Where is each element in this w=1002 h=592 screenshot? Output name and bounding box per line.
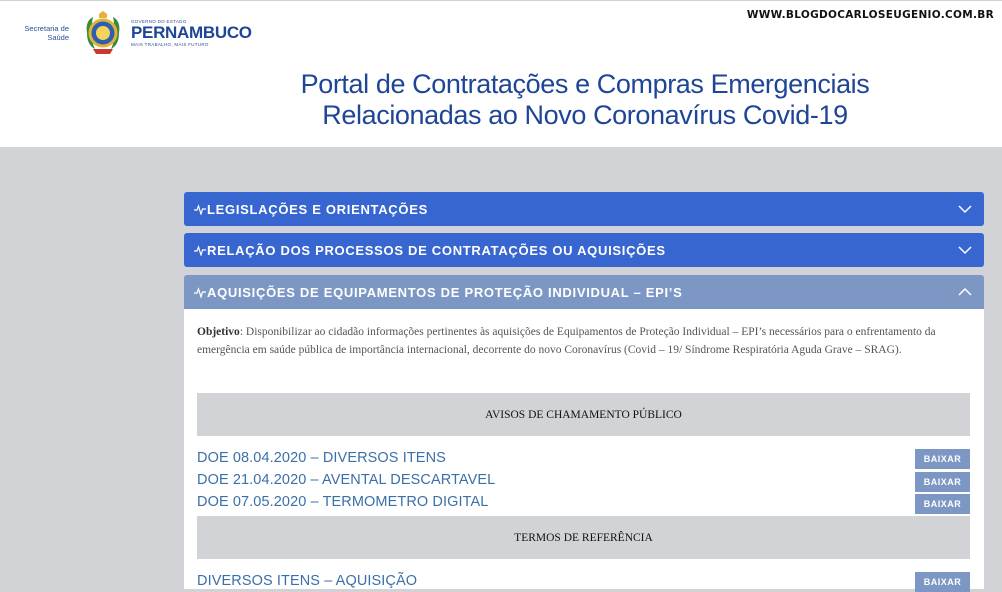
- document-link[interactable]: DIVERSOS ITENS – AQUISIÇÃO: [197, 573, 418, 589]
- pulse-icon: [194, 244, 206, 256]
- pernambuco-crest-icon: [81, 11, 125, 55]
- objetivo-text: [197, 323, 967, 359]
- brand-block: [131, 19, 252, 47]
- download-button[interactable]: BAIXAR: [915, 494, 970, 514]
- accordion-label: RELAÇÃO DOS PROCESSOS DE CONTRATAÇÕES OU AQUISIÇÕES: [207, 242, 666, 258]
- gov-label: GOVERNO DO ESTADO: [131, 19, 187, 24]
- slogan: MAIS TRABALHO, MAIS FUTURO: [131, 42, 209, 47]
- pulse-icon: [194, 203, 206, 215]
- document-link[interactable]: DOE 08.04.2020 – DIVERSOS ITENS: [197, 450, 446, 466]
- chevron-up-icon: [958, 286, 972, 298]
- accordion-processos[interactable]: [184, 233, 984, 267]
- accordion-epis[interactable]: [184, 275, 984, 309]
- document-link[interactable]: DOE 21.04.2020 – AVENTAL DESCARTAVEL: [197, 472, 496, 488]
- section-header-avisos: AVISOS DE CHAMAMENTO PÚBLICO: [197, 393, 970, 436]
- document-link[interactable]: DOE 07.05.2020 – TERMOMETRO DIGITAL: [197, 494, 489, 510]
- download-button[interactable]: BAIXAR: [915, 572, 970, 592]
- page-title-line1: Portal de Contratações e Compras Emergenciais: [300, 69, 870, 99]
- secretaria-label: Secretaria de Saúde: [24, 24, 69, 42]
- chevron-down-icon: [958, 203, 972, 215]
- page-title-line2: Relacionadas ao Novo Coronavírus Covid-19: [322, 100, 848, 130]
- download-button[interactable]: BAIXAR: [915, 472, 970, 492]
- objetivo-label: Objetivo: [197, 326, 240, 338]
- chevron-down-icon: [958, 244, 972, 256]
- accordion-panel-epis: [184, 309, 984, 589]
- site-header: [0, 0, 1002, 147]
- download-button[interactable]: BAIXAR: [915, 449, 970, 469]
- section-header-termos: TERMOS DE REFERÊNCIA: [197, 516, 970, 559]
- brand-name: PERNAMBUCO: [131, 23, 252, 42]
- accordion-label: AQUISIÇÕES DE EQUIPAMENTOS DE PROTEÇÃO INDIVIDUAL – EPI’S: [207, 284, 683, 300]
- pulse-icon: [194, 286, 206, 298]
- watermark-text: WWW.BLOGDOCARLOSEUGENIO.COM.BR: [746, 9, 994, 21]
- accordion-legislacoes[interactable]: [184, 192, 984, 226]
- objetivo-body: : Disponibilizar ao cidadão informações pertinentes às aquisições de Equipamentos de Proteção Individual – EPI’s necessários para o enfrentamento da emergência em saúde pública de importância internacional, decorrente do novo Coronavírus (Covid – 19/ Síndrome Respiratória Aguda Grave – SRAG).: [197, 326, 936, 356]
- accordion-label: LEGISLAÇÕES E ORIENTAÇÕES: [207, 201, 428, 217]
- page-title: [220, 69, 950, 131]
- government-logo[interactable]: [24, 11, 252, 55]
